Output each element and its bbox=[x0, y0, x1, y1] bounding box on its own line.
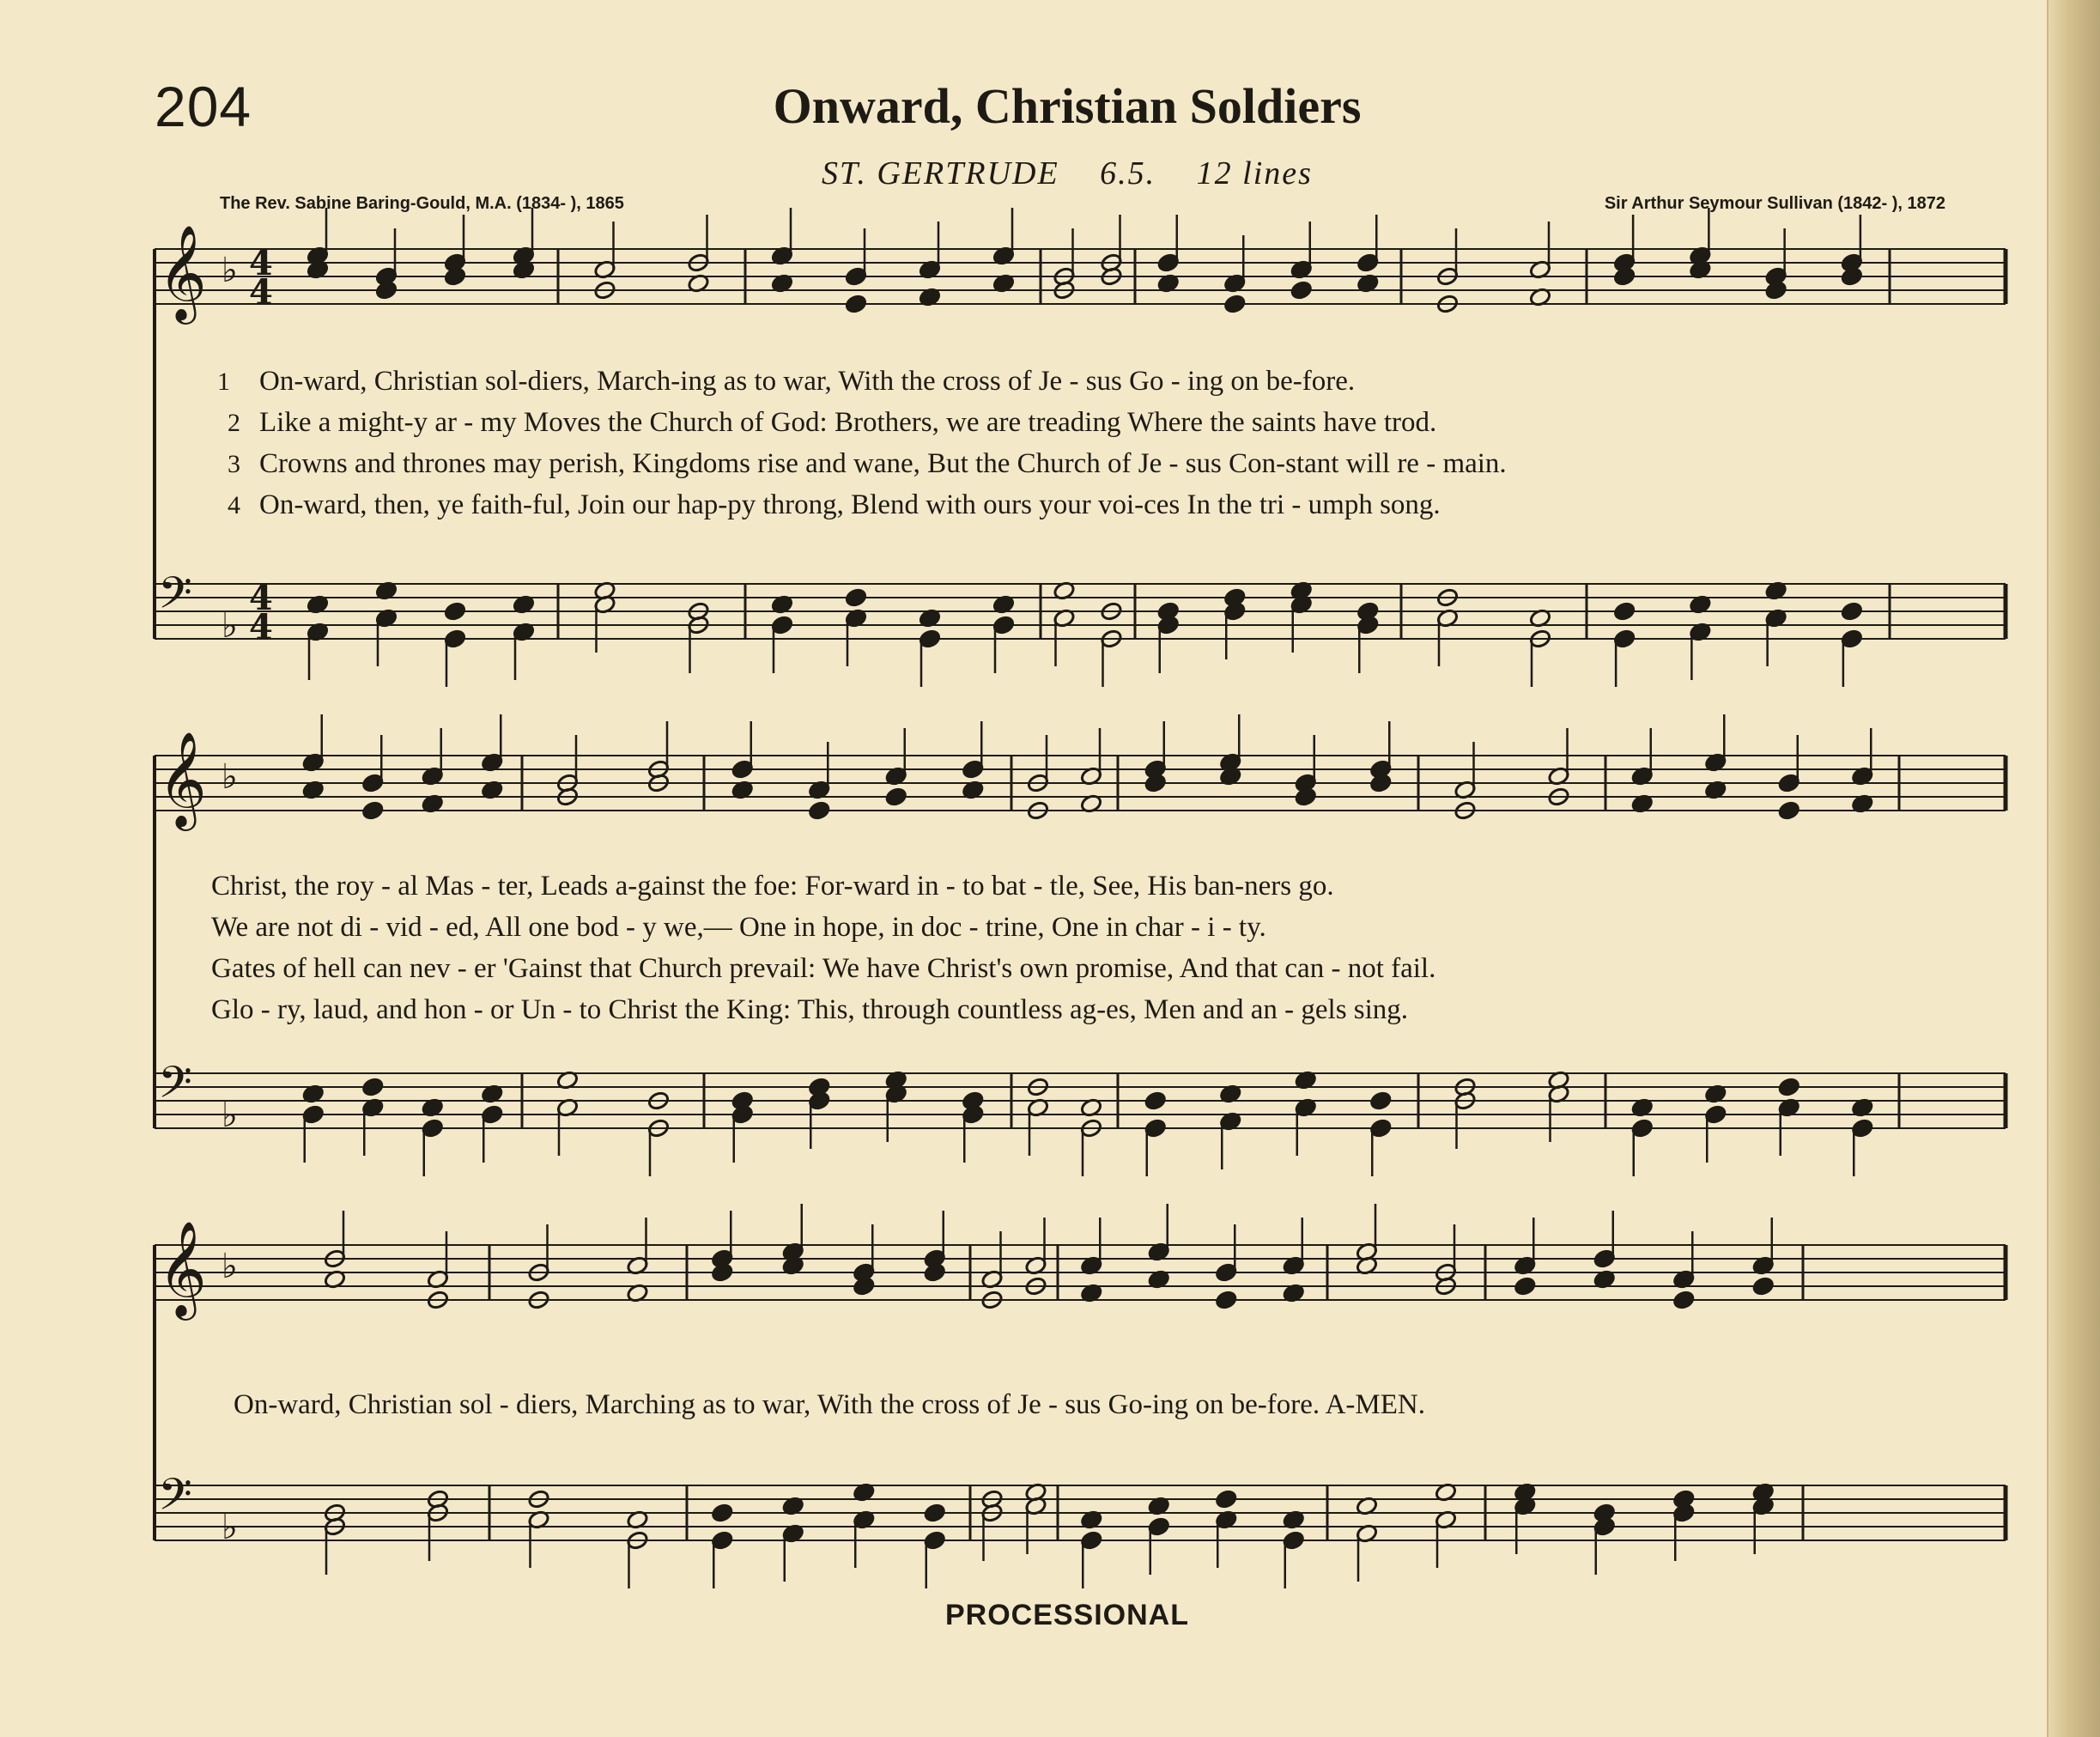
lyric-line: Crowns and thrones may perish, Kingdoms rise and wane, But the Church of Je - sus Con-stant will re - main. bbox=[259, 448, 1507, 479]
bass-clef-icon: 𝄢 bbox=[158, 1468, 192, 1531]
flat-sign-icon: ♭ bbox=[222, 606, 238, 646]
lyric-line: Gates of hell can nev - er 'Gainst that Church prevail: We have Christ's own promise, And that can - not fail. bbox=[211, 953, 1436, 984]
note-head bbox=[1215, 1489, 1238, 1509]
refrain-lyric-line: On-ward, Christian sol - diers, Marching as to war, With the cross of Je - sus Go-ing on be-fore. A-MEN. bbox=[234, 1389, 1425, 1420]
note-head bbox=[1514, 1276, 1537, 1297]
note-head bbox=[808, 800, 831, 821]
note-head bbox=[1223, 294, 1247, 314]
note-head bbox=[444, 601, 467, 622]
lyric-line: On-ward, then, ye faith-ful, Join our hap-py throng, Blend with ours your voi-ces In the tri - umph song. bbox=[259, 489, 1441, 520]
treble-clef-icon: 𝄞 bbox=[158, 1220, 207, 1316]
note-head bbox=[361, 800, 385, 821]
note-head bbox=[923, 1503, 946, 1523]
lyric-line: We are not di - vid - ed, All one bod - y we,— One in hope, in doc - trine, One in char - i - ty. bbox=[211, 912, 1266, 943]
time-signature: 4 bbox=[249, 272, 273, 313]
note-head bbox=[1290, 280, 1313, 301]
footer-label: PROCESSIONAL bbox=[944, 1599, 1190, 1631]
tune-lines-note: 12 lines bbox=[1196, 155, 1313, 191]
note-head bbox=[845, 294, 868, 314]
tune-name: ST. GERTRUDE bbox=[822, 155, 1059, 191]
note-head bbox=[1777, 1077, 1800, 1097]
lyric-line: Glo - ry, laud, and hon - or Un - to Christ the King: This, through countless ag-es, Men and an - gels sing. bbox=[211, 994, 1409, 1025]
note-head bbox=[1144, 1090, 1167, 1111]
treble-clef-icon: 𝄞 bbox=[158, 731, 207, 827]
tune-meter: 6.5. bbox=[1100, 155, 1156, 191]
note-head bbox=[884, 787, 907, 807]
bass-clef-icon: 𝄢 bbox=[158, 567, 192, 629]
treble-clef-icon: 𝄞 bbox=[158, 224, 207, 320]
bass-clef-icon: 𝄢 bbox=[158, 1056, 192, 1119]
note-head bbox=[1613, 601, 1636, 622]
note-head bbox=[1672, 1290, 1696, 1310]
verse-number: 2 bbox=[228, 409, 240, 437]
note-head bbox=[1751, 1276, 1775, 1297]
flat-sign-icon: ♭ bbox=[222, 251, 238, 290]
note-head bbox=[361, 1077, 385, 1097]
verse-number: 4 bbox=[228, 491, 240, 519]
note-head bbox=[1215, 1290, 1238, 1310]
time-signature: 4 bbox=[249, 607, 273, 647]
time-signature: 4 bbox=[249, 243, 273, 283]
flat-sign-icon: ♭ bbox=[222, 1096, 238, 1135]
verse-number: 3 bbox=[228, 450, 240, 478]
flat-sign-icon: ♭ bbox=[222, 1247, 238, 1286]
flat-sign-icon: ♭ bbox=[222, 1508, 238, 1547]
note-head bbox=[845, 587, 868, 608]
verse-number: 1 bbox=[217, 367, 230, 396]
note-head bbox=[1841, 601, 1864, 622]
lyric-line: Like a might-y ar - my Moves the Church of God: Brothers, we are treading Where the saints have trod. bbox=[259, 407, 1437, 438]
hymn-number: 204 bbox=[155, 75, 252, 138]
time-signature: 4 bbox=[249, 578, 273, 618]
lyric-line: On-ward, Christian sol-diers, March-ing as to war, With the cross of Je - sus Go - ing on be-fore. bbox=[259, 366, 1356, 397]
hymn-author: The Rev. Sabine Baring-Gould, M.A. (1834- ), 1865 bbox=[220, 194, 624, 213]
note-head bbox=[711, 1503, 734, 1523]
lyric-line: Christ, the roy - al Mas - ter, Leads a-gainst the foe: For-ward in - to bat - tle, See, His ban-ners go. bbox=[211, 871, 1334, 902]
note-head bbox=[1777, 800, 1800, 821]
hymn-title: Onward, Christian Soldiers bbox=[773, 78, 1362, 134]
flat-sign-icon: ♭ bbox=[222, 757, 238, 797]
hymn-composer: Sir Arthur Seymour Sullivan (1842- ), 1872 bbox=[1604, 194, 1945, 213]
note-head bbox=[1369, 1090, 1393, 1111]
